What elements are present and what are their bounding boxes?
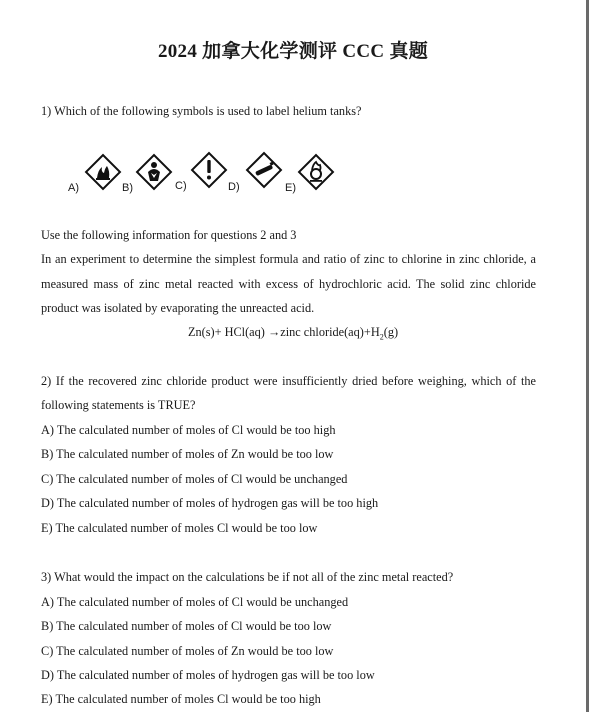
q2-option-b: B) The calculated number of moles of Zn would be too low <box>41 447 334 461</box>
q3-option-c: C) The calculated number of moles of Zn would be too low <box>41 644 334 658</box>
q2-option-d: D) The calculated number of moles of hydrogen gas will be too high <box>41 496 379 510</box>
question-2-line-1: 2) If the recovered zinc chloride product were insufficiently dried before weighing, which of the <box>41 374 536 388</box>
exclamation-mark-icon <box>189 150 229 190</box>
info-line-1: In an experiment to determine the simplest formula and ratio of zinc to chlorine in zinc chloride, a <box>41 252 536 266</box>
question-3-text: 3) What would the impact on the calculations be if not all of the zinc metal reacted? <box>41 570 454 584</box>
option-a-label: A) <box>68 182 79 194</box>
option-b-label: B) <box>122 182 133 194</box>
q2-option-c: C) The calculated number of moles of Cl would be unchanged <box>41 472 348 486</box>
option-e-label: E) <box>285 182 296 194</box>
q3-option-b: B) The calculated number of moles of Cl would be too low <box>41 619 332 633</box>
flammable-icon <box>83 152 123 192</box>
oxidizer-icon <box>296 152 336 192</box>
question-1-text: 1) Which of the following symbols is used to label helium tanks? <box>41 104 362 118</box>
info-line-2: measured mass of zinc metal reacted with excess of hydrochloric acid. The solid zinc chloride <box>41 277 536 291</box>
option-d-label: D) <box>228 181 240 193</box>
q2-option-a: A) The calculated number of moles of Cl would be too high <box>41 423 336 437</box>
equation-end: (g) <box>383 325 399 339</box>
q3-option-a: A) The calculated number of moles of Cl would be unchanged <box>41 595 349 609</box>
health-hazard-icon <box>134 152 174 192</box>
question-2-line-2: following statements is TRUE? <box>41 398 196 412</box>
q2-option-e: E) The calculated number of moles Cl would be too low <box>41 521 318 535</box>
equation-subscript: 2 <box>379 332 384 342</box>
info-line-3: product was isolated by evaporating the unreacted acid. <box>41 301 315 315</box>
equation-main: Zn(s)+ HCl(aq) →zinc chloride(aq)+H <box>187 325 380 339</box>
q3-option-d: D) The calculated number of moles of hydrogen gas will be too low <box>41 668 375 682</box>
reaction-equation <box>0 325 586 341</box>
q3-option-e: E) The calculated number of moles Cl would be too high <box>41 692 321 706</box>
page-title: 2024 加拿大化学测评 CCC 真题 <box>157 41 429 62</box>
info-intro: Use the following information for questions 2 and 3 <box>41 228 297 242</box>
option-c-label: C) <box>175 180 187 192</box>
gas-cylinder-icon <box>244 150 284 190</box>
